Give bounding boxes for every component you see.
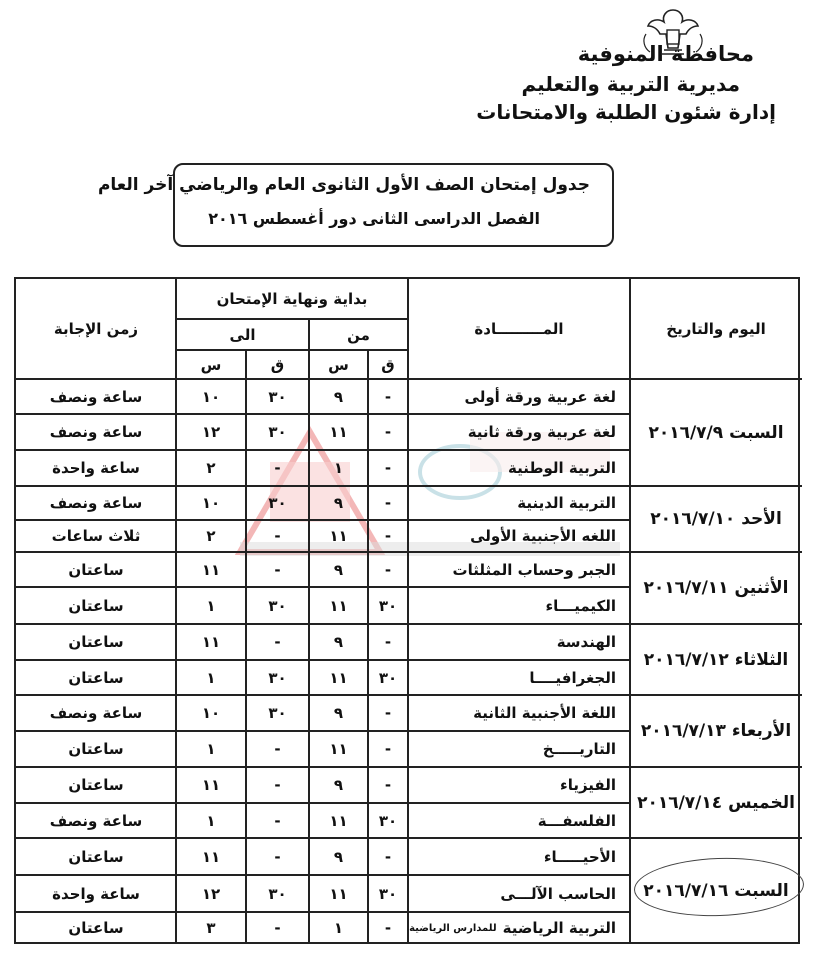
start-hour-cell: ١ — [333, 459, 344, 477]
end-minute-cell: ٣٠ — [268, 494, 287, 512]
header-minute-hour-divider — [367, 350, 369, 379]
duration-cell: ساعة واحدة — [52, 884, 140, 903]
start-minute-cell: ٣٠ — [378, 884, 398, 903]
duration-cell: ساعتان — [68, 596, 124, 615]
start-hour-cell: ١١ — [329, 596, 348, 615]
subject-cell: اللغة الأجنبية الثانية — [473, 704, 616, 722]
end-hour-cell: ١١ — [201, 633, 221, 651]
end-minute-cell: - — [274, 740, 281, 758]
schedule-title: جدول إمتحان الصف الأول الثانوى العام والرياضي آخر العام — [97, 175, 590, 195]
header-subject: المـــــــــادة — [474, 320, 564, 338]
exam-schedule-table — [14, 277, 800, 944]
subject-cell: الجبر وحساب المثلثات — [452, 560, 616, 579]
end-hour-cell: ١١ — [201, 847, 221, 866]
start-minute-cell: - — [384, 423, 392, 441]
start-hour-cell: ٩ — [333, 494, 344, 512]
end-hour-cell: ١٢ — [201, 423, 221, 441]
header-divider — [176, 318, 408, 320]
header-to-minute: ق — [270, 355, 285, 374]
subject-name: التربية الرياضية — [502, 919, 616, 937]
start-minute-cell: - — [384, 494, 392, 512]
subject-cell: الكيميـــاء — [545, 596, 616, 615]
subject-cell: الجغرافيــــا — [529, 668, 616, 687]
end-minute-cell: - — [274, 633, 281, 651]
start-hour-cell: ١١ — [329, 740, 348, 758]
header-to-hour: س — [200, 355, 222, 374]
end-minute-cell: - — [274, 811, 281, 830]
duration-cell: ساعة ونصف — [49, 494, 143, 512]
end-hour-cell: ١ — [206, 811, 216, 830]
header-from: من — [347, 325, 370, 344]
end-minute-cell: ٣٠ — [268, 596, 287, 615]
end-hour-cell: ١٢ — [201, 884, 221, 903]
end-hour-cell: ١١ — [201, 560, 221, 579]
start-minute-cell: - — [384, 527, 392, 545]
end-minute-cell: ٣٠ — [268, 704, 287, 722]
subject-cell: الحاسب الآلـــى — [500, 884, 616, 903]
start-minute-cell: ٣٠ — [378, 811, 398, 830]
day-date-cell: الأحد ٢٠١٦/٧/١٠ — [650, 509, 782, 529]
header-to: الى — [229, 325, 256, 344]
duration-cell: ساعتان — [68, 740, 124, 758]
end-hour-cell: ١٠ — [201, 494, 221, 512]
day-date-cell: الخميس ٢٠١٦/٧/١٤ — [637, 792, 795, 813]
end-hour-cell: ١ — [206, 668, 216, 687]
end-hour-cell: ٣ — [206, 919, 216, 937]
subject-cell: اللغه الأجنبية الأولى — [470, 527, 616, 545]
duration-cell: ساعة ونصف — [49, 811, 143, 830]
start-hour-cell: ٩ — [333, 560, 344, 579]
start-hour-cell: ١١ — [329, 668, 348, 687]
subject-cell: التاريـــــخ — [542, 740, 616, 758]
start-minute-cell: - — [384, 847, 392, 866]
header-time-range: بداية ونهاية الإمتحان — [216, 290, 368, 308]
header-from-to-divider — [308, 319, 310, 379]
header-from-hour: س — [328, 355, 349, 374]
end-hour-cell: ١ — [206, 596, 216, 615]
end-minute-cell: - — [274, 527, 281, 545]
start-minute-cell: - — [384, 633, 392, 651]
start-hour-cell: ١ — [333, 919, 344, 937]
duration-cell: ساعتان — [68, 847, 124, 866]
duration-cell: ساعتان — [68, 668, 124, 687]
day-date-cell: الأثنين ٢٠١٦/٧/١١ — [643, 578, 789, 598]
duration-cell: ساعتان — [68, 560, 124, 579]
subject-note: للمدارس الرياضية — [409, 922, 497, 934]
duration-cell: ساعة ونصف — [49, 387, 143, 406]
start-hour-cell: ١١ — [329, 884, 348, 903]
start-minute-cell: - — [384, 560, 392, 579]
duration-cell: ساعتان — [68, 776, 124, 794]
department-name: إدارة شئون الطلبة والامتحانات — [476, 100, 776, 124]
end-minute-cell: ٣٠ — [268, 387, 287, 406]
end-minute-cell: - — [274, 847, 281, 866]
day-date-cell: السبت ٢٠١٦/٧/٩ — [648, 422, 784, 443]
day-date-cell: الثلاثاء ٢٠١٦/٧/١٢ — [643, 649, 789, 670]
day-date-cell: الأربعاء ٢٠١٦/٧/١٣ — [640, 721, 792, 741]
directorate-name: مديرية التربية والتعليم — [521, 72, 740, 96]
duration-cell: ثلاث ساعات — [51, 527, 141, 545]
subject-cell: لغة عربية ورقة ثانية — [467, 423, 616, 441]
start-minute-cell: - — [384, 776, 392, 794]
start-hour-cell: ٩ — [333, 776, 344, 794]
subject-cell: الأحيـــــاء — [543, 847, 616, 866]
end-hour-cell: ٢ — [206, 459, 216, 477]
header-from-minute: ق — [381, 355, 395, 374]
start-minute-cell: - — [384, 740, 392, 758]
start-minute-cell: - — [384, 919, 392, 937]
end-minute-cell: - — [274, 560, 281, 579]
duration-cell: ساعة ونصف — [49, 704, 143, 722]
end-minute-cell: ٣٠ — [268, 423, 287, 441]
start-hour-cell: ٩ — [333, 847, 344, 866]
start-hour-cell: ٩ — [333, 633, 344, 651]
subject-cell — [408, 912, 630, 944]
subject-cell: لغة عربية ورقة أولى — [464, 387, 616, 406]
start-minute-cell: - — [384, 704, 392, 722]
end-hour-cell: ٢ — [206, 527, 216, 545]
end-hour-cell: ١ — [206, 740, 216, 758]
end-minute-cell: ٣٠ — [268, 668, 287, 687]
day-date-cell: السبت ٢٠١٦/٧/١٦ — [643, 881, 789, 901]
end-hour-cell: ١١ — [201, 776, 221, 794]
start-hour-cell: ١١ — [329, 811, 348, 830]
header-duration: زمن الإجابة — [53, 320, 139, 338]
start-minute-cell: ٣٠ — [378, 668, 398, 687]
end-minute-cell: - — [274, 919, 281, 937]
subject-cell: الفيزياء — [560, 776, 616, 794]
subject-cell: الفلسفـــة — [537, 811, 616, 830]
end-minute-cell: ٣٠ — [268, 884, 287, 903]
end-minute-cell: - — [274, 459, 281, 477]
subject-cell: الهندسة — [556, 633, 616, 651]
governorate-name: محافظة المنوفية — [577, 42, 754, 66]
subject-cell: التربية الدينية — [517, 494, 616, 512]
end-hour-cell: ١٠ — [201, 704, 221, 722]
start-hour-cell: ١١ — [329, 423, 348, 441]
header-divider — [176, 349, 408, 351]
start-hour-cell: ١١ — [329, 527, 348, 545]
duration-cell: ساعتان — [68, 633, 124, 651]
subject-cell: التربية الوطنية — [508, 459, 616, 477]
duration-cell: ساعة ونصف — [49, 423, 143, 441]
start-hour-cell: ٩ — [333, 387, 344, 406]
end-minute-cell: - — [274, 776, 281, 794]
schedule-title-box — [97, 163, 614, 247]
end-hour-cell: ١٠ — [201, 387, 221, 406]
start-hour-cell: ٩ — [333, 704, 344, 722]
schedule-subtitle: الفصل الدراسى الثانى دور أغسطس ٢٠١٦ — [208, 209, 540, 228]
header-day-date: اليوم والتاريخ — [666, 320, 766, 338]
start-minute-cell: - — [384, 387, 392, 406]
duration-cell: ساعة واحدة — [52, 459, 140, 477]
duration-cell: ساعتان — [68, 919, 124, 937]
start-minute-cell: - — [384, 459, 392, 477]
start-minute-cell: ٣٠ — [378, 596, 398, 615]
